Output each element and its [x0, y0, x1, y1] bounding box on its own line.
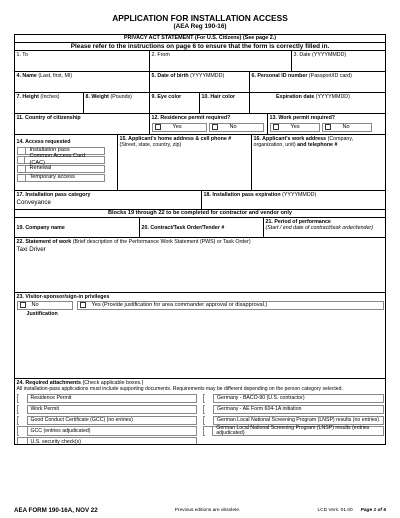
- work-permit-yes-checkbox[interactable]: [273, 124, 279, 130]
- obsolete-note: Previous editions are obsolete.: [174, 508, 241, 513]
- pass-category-field[interactable]: 17. Installation pass category Conveyance: [15, 191, 201, 209]
- row-to-from: [15, 50, 385, 71]
- access-renewal[interactable]: Renewal: [17, 165, 105, 173]
- sponsor-yes-checkbox[interactable]: [80, 302, 86, 308]
- form-regulation: (AEA Reg 190-16): [173, 23, 227, 30]
- sponsor-yes-option[interactable]: Yes (Provide justification for area commander approval or disapproval.): [77, 301, 384, 310]
- lnsp-no-entries-checkbox[interactable]: [205, 416, 214, 425]
- name-field[interactable]: 4. Name (Last, first, MI): [16, 72, 73, 79]
- us-security-check-checkbox[interactable]: [19, 438, 28, 444]
- form-header: [14, 14, 386, 31]
- row-name: [15, 71, 385, 92]
- row-pass: [15, 190, 385, 209]
- temporary-access-checkbox[interactable]: [20, 175, 26, 181]
- residence-yes-checkbox[interactable]: [155, 124, 161, 130]
- cac-checkbox[interactable]: [20, 157, 26, 163]
- date-field[interactable]: 3. Date (YYYYMMDD): [291, 51, 385, 71]
- to-field[interactable]: 1. To: [16, 51, 28, 58]
- hair-color-field[interactable]: 10. Hair color: [199, 93, 249, 113]
- expiration-field[interactable]: Expiration date (YYYYMMDD): [249, 93, 385, 113]
- justification-label: Justification: [26, 310, 58, 317]
- dob-field[interactable]: 5. Date of birth (YYYYMMDD): [149, 72, 249, 92]
- statement-of-work-value: Taxi Driver: [16, 245, 46, 253]
- eye-color-field[interactable]: 9. Eye color: [149, 93, 199, 113]
- attach-gcc-adjudicated[interactable]: GCC (entries adjudicated): [17, 426, 198, 436]
- contractor-note: Blocks 19 through 22 to be completed for contractor and vendor only: [107, 210, 292, 216]
- attachments-note: All installation-pass applications must include supporting documents. Requirements may be different depending on the person category selected.: [16, 385, 343, 392]
- gcc-adjudicated-checkbox[interactable]: [19, 427, 28, 436]
- attachments-field: 24. Required attachments (Check applicable boxes.) All installation-pass applications must include supporting documents. Requirements may be different depending on the person category selected. Residence Permit Germany - BACO-90 (U.S. contractor) Work Permit Germany - AE Form 604-1A initiation Good Conduct Certificate (GCC) (no entries) German Local National Screening Program (LNSP) results (no entries) GCC (entries adjudicated) German Local National Screening Program (LNSP) results (entries adjudicated) U.S. security check(s): [15, 379, 385, 444]
- residence-permit-checkbox[interactable]: [19, 394, 28, 403]
- residence-no-option[interactable]: No: [209, 123, 264, 132]
- attach-baco-90[interactable]: Germany - BACO-90 (U.S. contractor): [203, 394, 384, 404]
- ae-form-604-checkbox[interactable]: [205, 405, 214, 414]
- work-permit-no-option[interactable]: No: [322, 123, 372, 132]
- row-attachments: [15, 378, 385, 444]
- access-cac[interactable]: Common Access Card (CAC): [17, 156, 105, 164]
- row-physical: [15, 92, 385, 113]
- sponsor-no-checkbox[interactable]: [20, 302, 26, 308]
- attach-work-permit[interactable]: Work Permit: [17, 405, 198, 415]
- access-temporary[interactable]: Temporary access: [17, 174, 105, 182]
- contract-number-field[interactable]: 20. Contract/Task Order/Tender #: [139, 218, 263, 237]
- attach-lnsp-no-entries[interactable]: German Local National Screening Program (LNSP) results (no entries): [203, 416, 384, 426]
- form-id: AEA FORM 190-16A, NOV 22: [14, 507, 98, 514]
- pass-expiration-field[interactable]: 18. Installation pass expiration (YYYYMMDD): [201, 191, 385, 209]
- form-grid: [14, 34, 386, 445]
- work-permit-field: 13. Work permit required? Yes No: [267, 114, 385, 134]
- height-field[interactable]: 7. Height (Inches): [16, 93, 60, 100]
- form-page: [14, 13, 386, 514]
- attach-residence-permit[interactable]: Residence Permit: [17, 394, 198, 404]
- renewal-checkbox[interactable]: [20, 166, 26, 172]
- row-statement: [15, 237, 385, 292]
- privacy-statement[interactable]: PRIVACY ACT STATEMENT (For U.S. Citizens) (See page 2.): [123, 35, 277, 41]
- from-field[interactable]: 2. From: [149, 51, 291, 71]
- access-installation-pass[interactable]: Installation pass: [17, 147, 105, 155]
- page-number: Page 1 of 6: [360, 508, 386, 513]
- attach-us-security-check[interactable]: U.S. security check(s): [17, 437, 198, 444]
- instructions-text: Please refer to the instructions on page 6 to ensure that the form is correctly filled in.: [70, 43, 330, 50]
- access-requested-field: 14. Access requested Installation pass Common Access Card (CAC) Renewal Temporary access: [15, 135, 117, 190]
- row-contract: [15, 217, 385, 237]
- attachments-list: [17, 394, 384, 444]
- baco-90-checkbox[interactable]: [205, 394, 214, 403]
- citizenship-field[interactable]: 11. Country of citizenship: [16, 114, 81, 121]
- version-page: LCD Vers. 01.00 Page 1 of 6: [317, 508, 386, 513]
- gcc-no-entries-checkbox[interactable]: [19, 416, 28, 425]
- work-permit-yes-option[interactable]: Yes: [270, 123, 320, 132]
- row-access-addresses: [15, 134, 385, 190]
- work-permit-checkbox[interactable]: [19, 405, 28, 414]
- lnsp-adjudicated-checkbox[interactable]: [205, 427, 213, 436]
- residence-no-checkbox[interactable]: [212, 124, 218, 130]
- work-address-field[interactable]: 16. Applicant's work address (Company, organization, unit) and telephone #: [251, 135, 385, 190]
- sponsor-no-option[interactable]: No: [17, 301, 73, 310]
- form-title: APPLICATION FOR INSTALLATION ACCESS: [112, 13, 288, 23]
- sponsor-field: 23. Visitor-sponsor/sign-in privileges No Yes (Provide justification for area commander approval or disapproval.) Justification: [15, 293, 385, 378]
- home-address-field[interactable]: 15. Applicant's home address & cell phone # (Street, state, country, zip): [117, 135, 251, 190]
- row-citizenship: [15, 113, 385, 134]
- personal-id-field[interactable]: 6. Personal ID number (Passport/ID card): [249, 72, 385, 92]
- form-footer: [14, 507, 386, 514]
- installation-pass-checkbox[interactable]: [20, 148, 26, 154]
- pass-category-value: Conveyance: [16, 198, 51, 206]
- privacy-row: [15, 35, 385, 42]
- work-permit-no-checkbox[interactable]: [325, 124, 331, 130]
- residence-yes-option[interactable]: Yes: [152, 123, 207, 132]
- weight-field[interactable]: 8. Weight (Pounds): [83, 93, 149, 113]
- attach-gcc-no-entries[interactable]: Good Conduct Certificate (GCC) (no entries): [17, 416, 198, 426]
- attach-lnsp-adjudicated[interactable]: German Local National Screening Program (LNSP) results (entries adjudicated): [203, 426, 384, 436]
- company-name-field[interactable]: 19. Company name: [16, 224, 65, 231]
- row-sponsor: [15, 292, 385, 378]
- attach-ae-form-604[interactable]: Germany - AE Form 604-1A initiation: [203, 405, 384, 415]
- period-of-performance-field[interactable]: 21. Period of performance (Start / end date of contract/task order/tender): [263, 218, 385, 237]
- instructions-row: [15, 42, 385, 50]
- residence-permit-field: 12. Residence permit required? Yes No: [149, 114, 267, 134]
- statement-of-work-field[interactable]: 22. Statement of work (Brief description of the Performance Work Statement (PWS) or Task Order) Taxi Driver: [15, 238, 385, 292]
- contractor-note-row: [15, 209, 385, 217]
